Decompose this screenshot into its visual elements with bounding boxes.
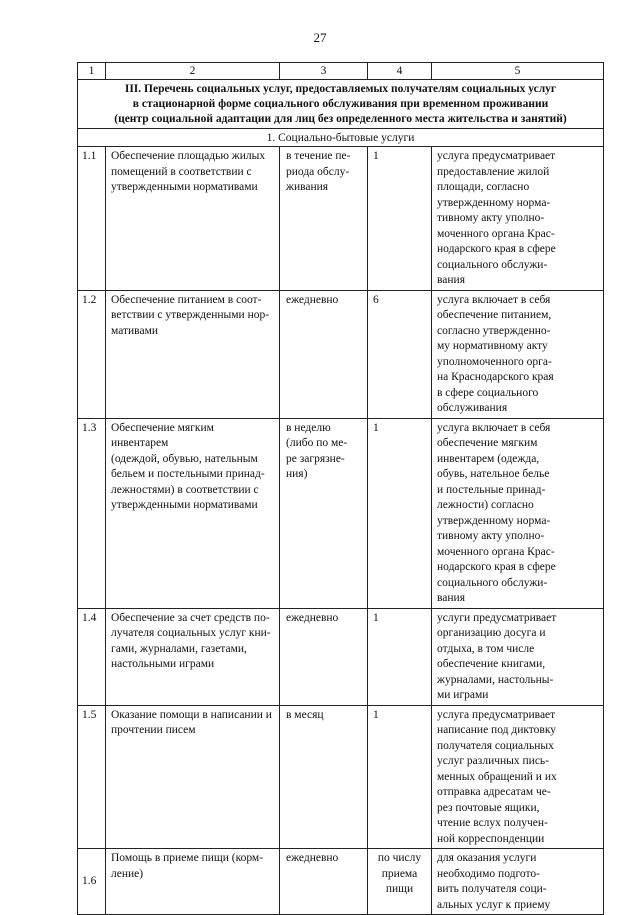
section-title [78, 80, 604, 129]
service-period: ежедневно [280, 608, 368, 705]
subsection-title: 1. Социально-бытовые услуги [78, 129, 604, 147]
table-row [78, 705, 604, 849]
service-name: Помощь в приеме пищи (корм- ление) [106, 849, 280, 915]
service-period: ежедневно [280, 290, 368, 418]
service-name: Обеспечение площадью жилых помещений в соответствии с утвержденными нормативами [106, 147, 280, 291]
column-number: 4 [368, 63, 432, 80]
service-amount: 1 [368, 608, 432, 705]
subsection-row [78, 129, 604, 147]
service-number: 1.2 [78, 290, 106, 418]
table-row [78, 418, 604, 608]
service-note: услуга предусматривает написание под диктовку получателя социальных услуг различных пись- менных обращений и их отправка адресатам че- рез почтовые ящики, чтение вслух получен- ной корреспонденции [432, 705, 604, 849]
table-row [78, 608, 604, 705]
table-row [78, 290, 604, 418]
table-row [78, 147, 604, 291]
service-period: в течение пе- риода обслу- живания [280, 147, 368, 291]
service-amount: 6 [368, 290, 432, 418]
services-table [77, 62, 604, 915]
service-amount: по числу приема пищи [368, 849, 432, 915]
service-number: 1.4 [78, 608, 106, 705]
column-number-row [78, 63, 604, 80]
column-number: 5 [432, 63, 604, 80]
column-number: 1 [78, 63, 106, 80]
table-row [78, 849, 604, 915]
service-period: в неделю (либо по ме- ре загрязне- ния) [280, 418, 368, 608]
service-note: услуга включает в себя обеспечение питанием, согласно утвержденно- му нормативному акту уполномоченного орга- на Краснодарского края в сфере социального обслуживания [432, 290, 604, 418]
service-number: 1.6 [78, 849, 106, 915]
section-title-text: III. Перечень социальных услуг, предоставляемых получателям социальных услуг в стационарной форме социального обслуживания при временном проживании (центр социальной адаптации для лиц без определенного места жительства и занятий) [114, 83, 567, 125]
service-name: Обеспечение мягким инвентарем (одеждой, обувью, нательным бельем и постельными принад- лежностями) в соответствии с утвержденными нормативами [106, 418, 280, 608]
service-note: услуга включает в себя обеспечение мягким инвентарем (одежда, обувь, нательное белье и постельные принад- лежности) согласно утвержденному норма- тивному акту уполно- моченного органа Крас- нодарского края в сфере социального обслужи- вания [432, 418, 604, 608]
service-note: услуга предусматривает предоставление жилой площади, согласно утвержденному норма- тивному акту уполно- моченного органа Крас- нодарского края в сфере социального обслужи- вания [432, 147, 604, 291]
service-amount: 1 [368, 147, 432, 291]
service-number: 1.3 [78, 418, 106, 608]
service-name: Оказание помощи в написании и прочтении писем [106, 705, 280, 849]
service-name: Обеспечение питанием в соот- ветствии с утвержденными нор- мативами [106, 290, 280, 418]
service-note: услуги предусматривает организацию досуга и отдыха, в том числе обеспечение книгами, журналами, настольны- ми играми [432, 608, 604, 705]
column-number: 2 [106, 63, 280, 80]
column-number: 3 [280, 63, 368, 80]
service-amount: 1 [368, 418, 432, 608]
service-amount: 1 [368, 705, 432, 849]
service-period: в месяц [280, 705, 368, 849]
service-period: ежедневно [280, 849, 368, 915]
service-number: 1.5 [78, 705, 106, 849]
section-title-row [78, 80, 604, 129]
service-number: 1.1 [78, 147, 106, 291]
service-name: Обеспечение за счет средств по- лучателя социальных услуг кни- гами, журналами, газетами, настольными играми [106, 608, 280, 705]
service-note: для оказания услуги необходимо подгото- вить получателя соци- альных услуг к приему [432, 849, 604, 915]
page-number: 27 [313, 30, 327, 45]
